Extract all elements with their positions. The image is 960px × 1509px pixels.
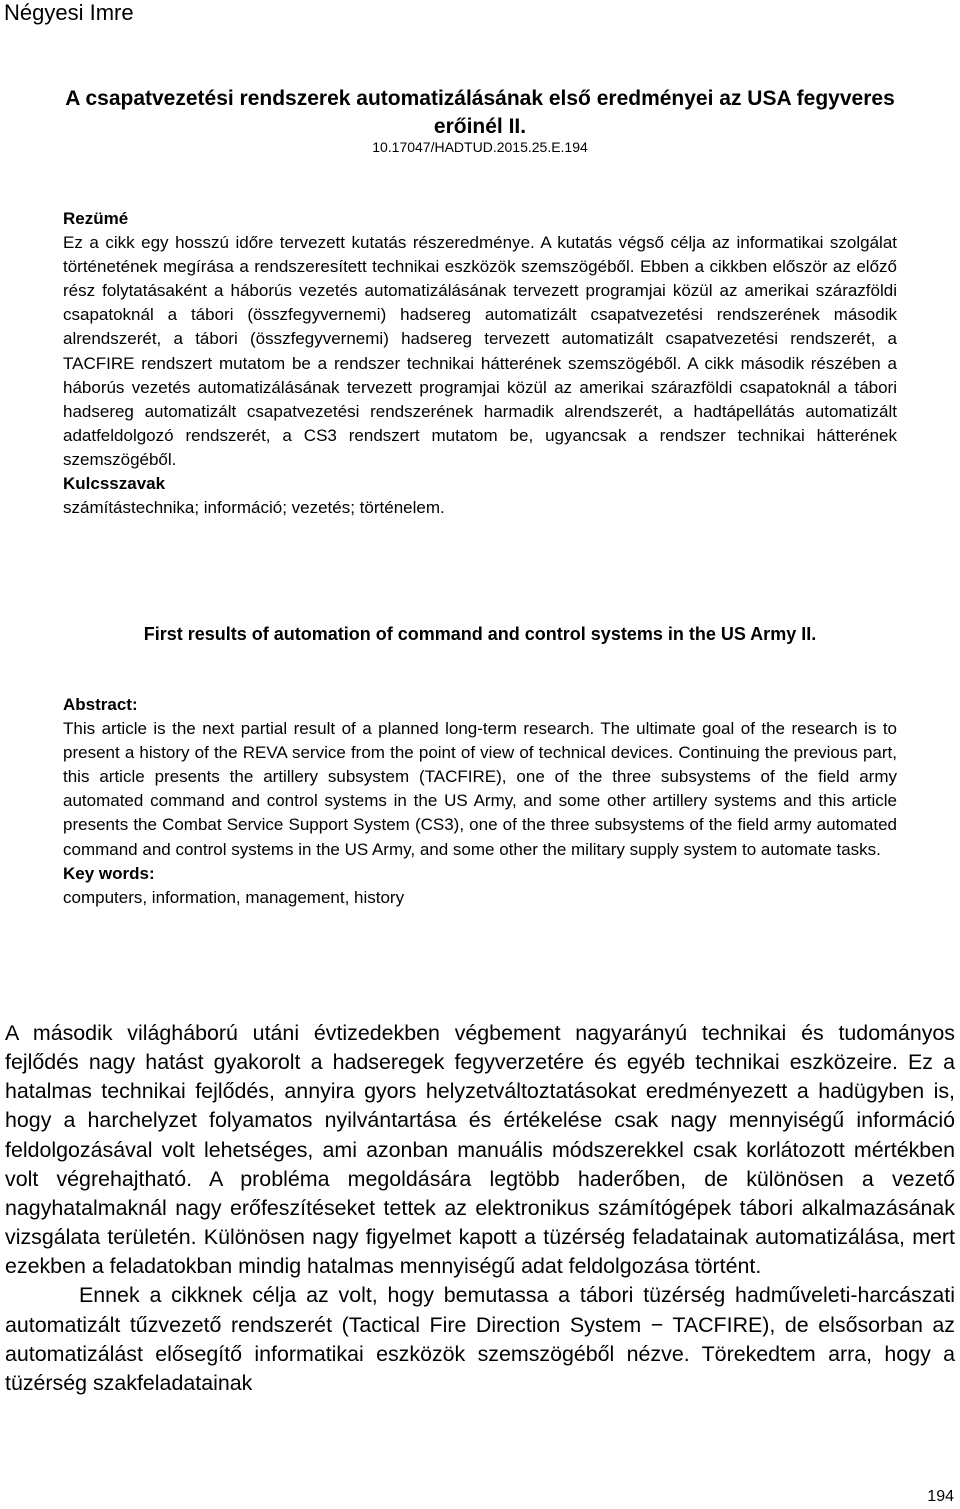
doi[interactable]: 10.17047/HADTUD.2015.25.E.194: [372, 139, 588, 155]
hungarian-abstract-heading: Rezümé: [63, 209, 129, 228]
english-abstract-text: This article is the next partial result of a planned long-term research. The ultimate goal of the research is to present a history of the REVA service from the point of view of technical devices. Continuing the previous part, this article presents the artillery subsystem (TACFIRE), one of the three subsystems of the field army automated command and control systems in the US Army, and some other artillery systems and this article presents the Combat Service Support System (CS3), one of the three subsystems of the field army automated command and control systems in the US Army, and some other the military supply system to automate tasks.: [63, 719, 897, 859]
hungarian-keywords: számítástechnika; információ; vezetés; történelem.: [63, 498, 445, 518]
body-paragraph-1: A második világháború utáni évtizedekben végbement nagyarányú technikai és tudományos fejlődés nagy hatást gyakorolt a hadseregek fegyverzetére és egyéb technikai eszközeire. Ez a hatalmas technikai fejlődés, annyira gyors helyzetváltoztatásokat eredményezett a hadügyben is, hogy a harchelyzet folyamatos nyilvántartása és értékelése csak nagy mennyiségű információ feldolgozásával volt lehetséges, ami azonban manuális módszerekkel csak korlátozott mértékben volt végrehajtható. A probléma megoldására legtöbb haderőben, de különösen a vezető nagyhatalmaknál nagy erőfeszítéseket tettek az elektronikus számítógépek tábori alkalmazásának vizsgálata területén. Különösen nagy figyelmet kapott a tüzérség feladatainak automatizálása, mert ezekben a feladatokban mindig hatalmas mennyiségű adat feldolgozása történt.: [5, 1021, 955, 1279]
hungarian-abstract-section: [63, 207, 897, 520]
english-keywords-heading: Key words:: [63, 863, 155, 883]
english-abstract-section: [63, 693, 897, 910]
english-abstract-heading: Abstract:: [63, 695, 138, 714]
main-body-text: [5, 1019, 955, 1398]
hungarian-keywords-heading: Kulcsszavak: [63, 474, 166, 494]
english-keywords: computers, information, management, history: [63, 887, 405, 907]
english-title: First results of automation of command and control systems in the US Army II.: [143, 624, 817, 644]
author-name: Négyesi Imre: [4, 0, 134, 25]
body-paragraph-2: Ennek a cikknek célja az volt, hogy bemutassa a tábori tüzérség hadműveleti-harcászati automatizált tűzvezető rendszerét (Tactical Fire Direction System − TACFIRE), de elsősorban az automatizálást elősegítő informatikai eszközök szemszögéből nézve. Törekedtem arra, hogy a tüzérség szakfeladatainak: [5, 1283, 955, 1395]
hungarian-title: A csapatvezetési rendszerek automatizálásának első eredményei az USA fegyveres erőinél II.: [65, 87, 895, 138]
hungarian-abstract-text: Ez a cikk egy hosszú időre tervezett kutatás részeredménye. A kutatás végső célja az informatikai szolgálat történetének megírása a rendszeresített technikai eszközök szemszögéből. Ebben a cikkben először az előző rész folytatásaként a háborús vezetés automatizálásának tervezett programjai közül az amerikai szárazföldi csapatoknál a tábori (összfegyvernemi) hadsereg automatizált csapatvezetési rendszerének második alrendszerét, a tábori (összfegyvernemi) hadsereg tervezett automatizált csapatvezetési rendszerét, a TACFIRE rendszert mutatom be a rendszer technikai hátterének szemszögéből. A cikk második részében a háborús vezetés automatizálásának tervezett programjai közül az amerikai szárazföldi csapatoknál a tábori hadsereg automatizált csapatvezetési rendszerének harmadik alrendszerét, a hadtápellátás automatizált adatfeldolgozó rendszerét, a CS3 rendszert mutatom be, ugyancsak a rendszer technikai hátterének szemszögéből.: [63, 233, 897, 469]
page-number: 194: [927, 1488, 954, 1505]
